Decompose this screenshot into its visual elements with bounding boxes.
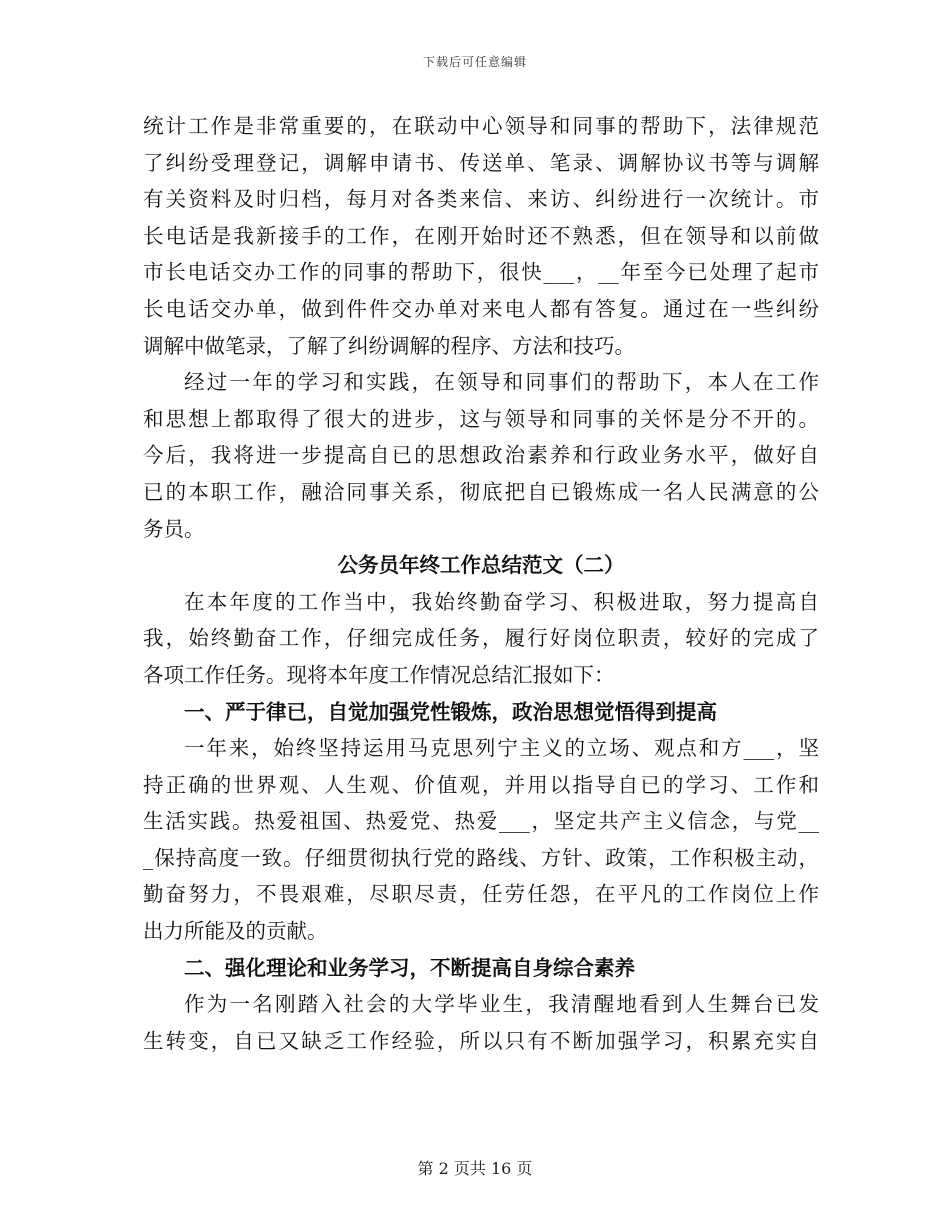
body-line: 已的本职工作，融洽同事关系，彻底把自已锻炼成一名人民满意的公 — [143, 479, 819, 504]
body-line: 今后，我将进一步提高自已的思想政治素养和行政业务水平，做好自 — [143, 443, 819, 468]
body-line: 长电话交办单，做到件件交办单对来电人都有答复。通过在一些纠纷 — [143, 296, 819, 321]
body-line: 统计工作是非常重要的，在联动中心领导和同事的帮助下，法律规范 — [143, 114, 819, 138]
body-line: 持正确的世界观、人生观、价值观，并用以指导自已的学习、工作和 — [143, 772, 819, 797]
paragraph-first-line: 一年来，始终坚持运用马克思列宁主义的立场、观点和方___，坚 — [184, 736, 819, 761]
body-line: 我，始终勤奋工作，仔细完成任务，履行好岗位职责，较好的完成了 — [143, 626, 819, 651]
body-line: 出力所能及的贡献。 — [143, 919, 328, 944]
section-title: 公务员年终工作总结范文（二） — [337, 553, 625, 578]
subheading-1: 一、严于律已，自觉加强党性锻炼，政治思想觉悟得到提高 — [184, 699, 717, 724]
body-line: 务员。 — [143, 516, 205, 541]
paragraph-first-line: 经过一年的学习和实践，在领导和同事们的帮助下，本人在工作 — [184, 370, 819, 395]
page-footer: 第 2 页共 16 页 — [417, 1159, 533, 1178]
body-line: 调解中做笔录，了解了纠纷调解的程序、方法和技巧。 — [143, 333, 635, 358]
body-line: _保持高度一致。仔细贯彻执行党的路线、方针、政策，工作积极主动， — [143, 845, 819, 870]
paragraph-first-line: 在本年度的工作当中，我始终勤奋学习、积极进取，努力提高自 — [184, 589, 819, 614]
subheading-2: 二、强化理论和业务学习，不断提高自身综合素养 — [184, 955, 635, 980]
body-line: 生活实践。热爱祖国、热爱党、热爱___，坚定共产主义信念，与党__ — [143, 809, 819, 834]
body-line: 和思想上都取得了很大的进步，这与领导和同事的关怀是分不开的。 — [143, 406, 819, 431]
document-body — [143, 108, 819, 1059]
body-line: 勤奋努力，不畏艰难，尽职尽责，任劳任怨，在平凡的工作岗位上作 — [143, 882, 819, 907]
body-line: 长电话是我新接手的工作，在刚开始时还不熟悉，但在领导和以前做 — [143, 223, 819, 248]
body-line: 生转变，自已又缺乏工作经验，所以只有不断加强学习，积累充实自 — [143, 1028, 819, 1053]
body-line: 有关资料及时归档，每月对各类来信、来访、纠纷进行一次统计。市 — [143, 187, 819, 212]
body-line: 了纠纷受理登记，调解申请书、传送单、笔录、调解协议书等与调解 — [143, 150, 819, 175]
body-line: 市长电话交办工作的同事的帮助下，很快___，__年至今已处理了起市 — [143, 260, 819, 285]
paragraph-first-line: 作为一名刚踏入社会的大学毕业生，我清醒地看到人生舞台已发 — [184, 992, 819, 1017]
body-line: 各项工作任务。现将本年度工作情况总结汇报如下： — [143, 662, 615, 687]
page-header: 下载后可任意编辑 — [422, 55, 527, 69]
